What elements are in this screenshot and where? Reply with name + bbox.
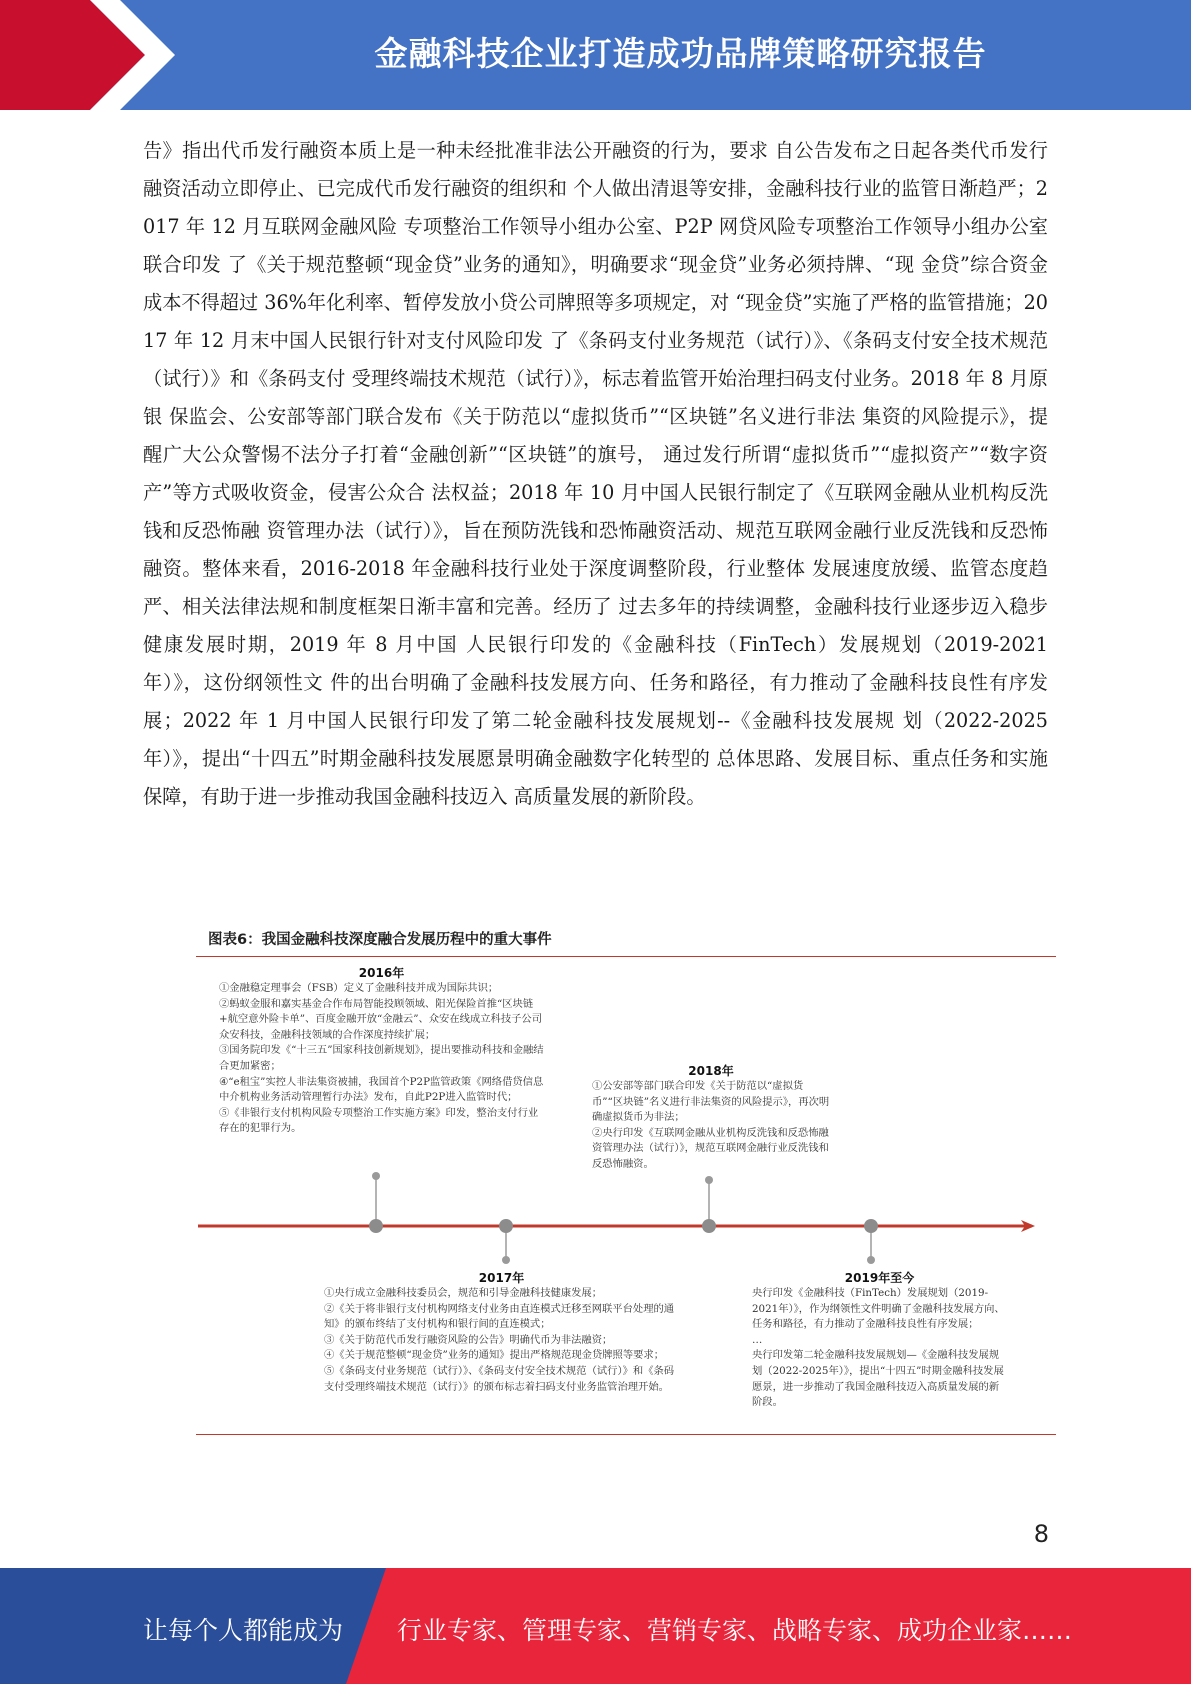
page-footer <box>0 1568 1191 1684</box>
event-2018-item: ①公安部等部门联合印发《关于防范以“虚拟货币”“区块链”名义进行非法集资的风险提示》，再次明确虚拟货币为非法； <box>592 1080 830 1124</box>
timeline-node-2017 <box>499 1219 513 1233</box>
page-number: 8 <box>1033 1520 1049 1548</box>
event-2017-item: ⑤《条码支付业务规范（试行）》、《条码支付安全技术规范（试行）》和《条码支付受理终端技术规范（试行）》的颁布标志着扫码支付业务监管治理开始。 <box>324 1364 675 1393</box>
timeline-node-2018 <box>702 1219 716 1233</box>
event-2016-item: ②蚂蚁金服和嘉实基金合作布局智能投顾领域、阳光保险首推“区块链+航空意外险卡单”、百度金融开放“金融云”、众安在线成立科技子公司众安科技，金融科技领域的合作深度持续扩展； <box>219 997 543 1041</box>
event-year-2017: 2017年 <box>478 1271 525 1285</box>
event-2016-item: ③国务院印发《“十三五”国家科技创新规划》，提出要推动科技和金融结合更加紧密； <box>219 1044 544 1072</box>
event-year-2016: 2016年 <box>358 966 405 980</box>
event-2018-item: ②央行印发《互联网金融从业机构反洗钱和反恐怖融资管理办法（试行）》，规范互联网金融行业反洗钱和反恐怖融资。 <box>592 1126 829 1170</box>
connector-dot-2018 <box>705 1176 713 1184</box>
event-2019-item: 央行印发第二轮金融科技发展规划—《金融科技发展规划（2022-2025年）》，提出“十四五”时期金融科技发展愿景，进一步推动了我国金融科技迈入高质量发展的新阶段。 <box>752 1349 1004 1409</box>
event-year-2019: 2019年至今 <box>844 1271 915 1285</box>
event-2017-item: ③《关于防范代币发行融资风险的公告》明确代币为非法融资； <box>324 1333 613 1346</box>
event-2019-item: 央行印发《金融科技（FinTech）发展规划（2019-2021年）》，作为纲领性文件明确了金融科技发展方向、任务和路径，有力推动了金融科技良性有序发展； <box>752 1287 1005 1331</box>
event-block-2016 <box>219 966 544 1137</box>
event-2019-item: … <box>752 1333 763 1346</box>
footer-slogan-left: 让每个人都能成为 <box>143 1616 344 1645</box>
timeline-figure <box>196 926 1056 1436</box>
connector-dot-2019 <box>867 1256 875 1264</box>
connector-dot-2016 <box>372 1172 380 1180</box>
event-2016-item: ④“e租宝”实控人非法集资被捕，我国首个P2P监管政策《网络借贷信息中介机构业务活动管理暂行办法》发布，自此P2P进入监管时代； <box>219 1075 544 1104</box>
event-block-2019 <box>752 1271 1007 1411</box>
event-2017-item: ①央行成立金融科技委员会，规范和引导金融科技健康发展； <box>324 1287 603 1299</box>
figure-title: 图表6：我国金融科技深度融合发展历程中的重大事件 <box>208 932 552 948</box>
footer-slogan-right: 行业专家、管理专家、营销专家、战略专家、成功企业家…… <box>397 1616 1073 1645</box>
event-2017-item: ④《关于规范整顿“现金贷”业务的通知》提出严格规范现金贷牌照等要求； <box>324 1349 665 1362</box>
connector-dot-2017 <box>502 1256 510 1264</box>
timeline-node-2019 <box>864 1219 878 1233</box>
event-year-2018: 2018年 <box>688 1064 734 1078</box>
page-header <box>0 0 1191 110</box>
figure-bottom-rule <box>196 1434 1056 1435</box>
event-block-2017 <box>324 1271 679 1395</box>
event-2016-item: ⑤《非银行支付机构风险专项整治工作实施方案》印发，整治支付行业存在的犯罪行为。 <box>219 1106 539 1135</box>
event-2016-item: ①金融稳定理事会（FSB）定义了金融科技并成为国际共识； <box>219 982 499 994</box>
body-paragraph: 告》指出代币发行融资本质上是一种未经批准非法公开融资的行为，要求 自公告发布之日起各类代币发行融资活动立即停止、已完成代币发行融资的组织和 个人做出清退等安排，金融科技行业的监管日渐趋严；2017 年 12 月互联网金融风险 专项整治工作领导小组办公室、P2P 网贷风险专项整治工作领导小组办公室联合印发 了《关于规范整顿“现金贷”业务的通知》，明确要求“现金贷”业务必须持牌、“现 金贷”综合资金成本不得超过 36%年化利率、暂停发放小贷公司牌照等多项规定，对 “现金贷”实施了严格的监管措施；2017 年 12 月末中国人民银行针对支付风险印发 了《条码支付业务规范（试行）》、《条码支付安全技术规范（试行）》和《条码支付 受理终端技术规范（试行）》，标志着监管开始治理扫码支付业务。2018 年 8 月原银 保监会、公安部等部门联合发布《关于防范以“虚拟货币”“区块链”名义进行非法 集资的风险提示》，提醒广大公众警惕不法分子打着“金融创新”“区块链”的旗号， 通过发行所谓“虚拟货币”“虚拟资产”“数字资产”等方式吸收资金，侵害公众合 法权益；2018 年 10 月中国人民银行制定了《互联网金融从业机构反洗钱和反恐怖融 资管理办法（试行）》，旨在预防洗钱和恐怖融资活动、规范互联网金融行业反洗钱和反恐怖融资。整体来看，2016-2018 年金融科技行业处于深度调整阶段，行业整体 发展速度放缓、监管态度趋严、相关法律法规和制度框架日渐丰富和完善。经历了 过去多年的持续调整，金融科技行业逐步迈入稳步健康发展时期，2019 年 8 月中国 人民银行印发的《金融科技（FinTech）发展规划（2019-2021 年）》，这份纲领性文 件的出台明确了金融科技发展方向、任务和路径，有力推动了金融科技良性有序发 展；2022 年 1 月中国人民银行印发了第二轮金融科技发展规划--《金融科技发展规 划（2022-2025 年）》，提出“十四五”时期金融科技发展愿景明确金融数字化转型的 总体思路、发展目标、重点任务和实施保障，有助于进一步推动我国金融科技迈入 高质量发展的新阶段。 <box>143 139 1048 808</box>
event-block-2018 <box>592 1064 830 1173</box>
timeline-node-2016 <box>369 1219 383 1233</box>
event-2017-item: ②《关于将非银行支付机构网络支付业务由直连模式迁移至网联平台处理的通知》的颁布终结了支付机构和银行间的直连模式； <box>324 1302 675 1331</box>
report-title: 金融科技企业打造成功品牌策略研究报告 <box>374 34 987 73</box>
